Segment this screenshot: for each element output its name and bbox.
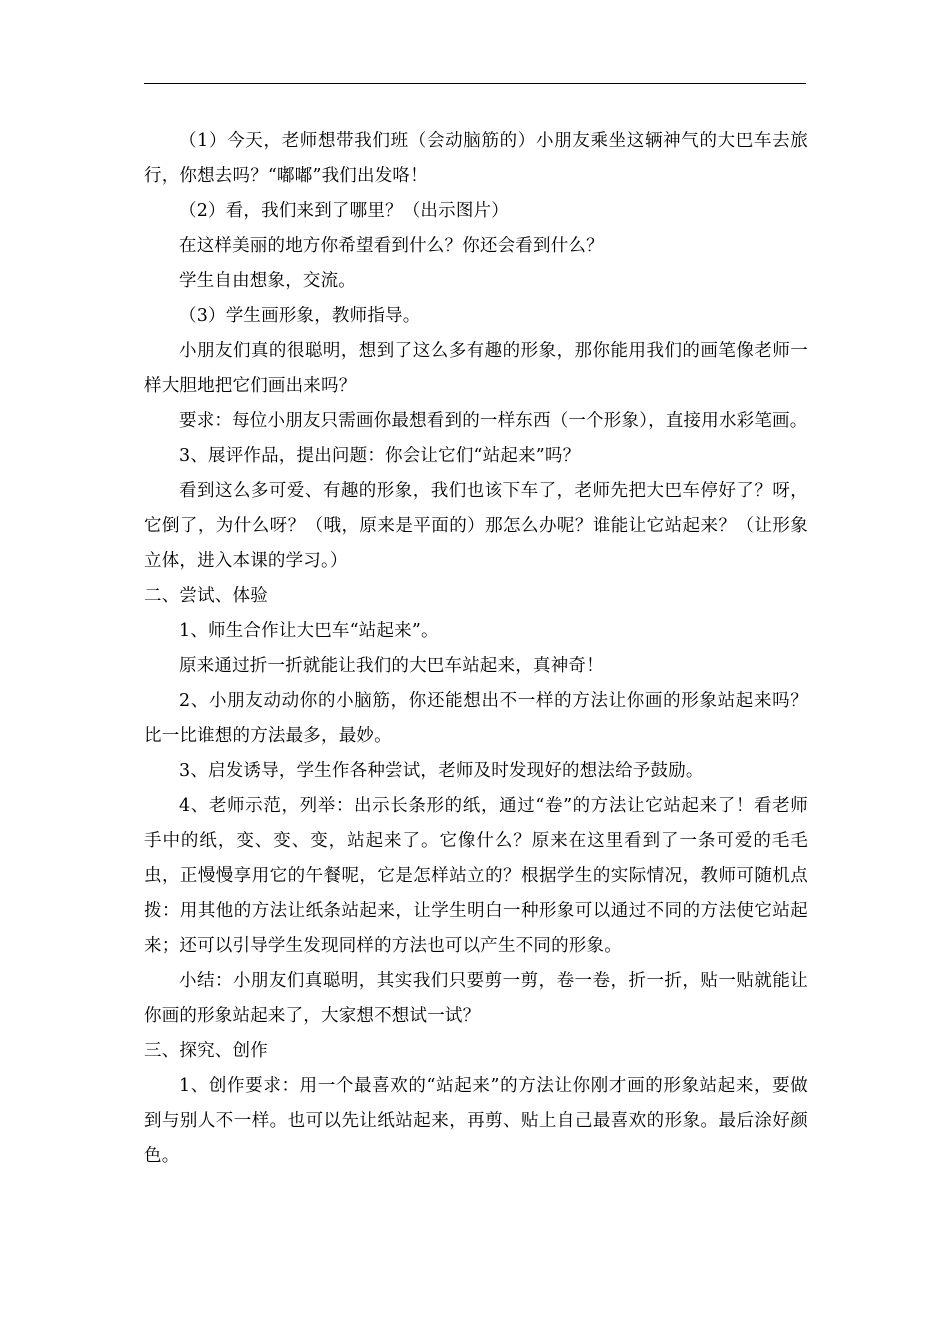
paragraph-9: 看到这么多可爱、有趣的形象，我们也该下车了，老师先把大巴车停好了？呀，它倒了，为什么呀？（哦，原来是平面的）那怎么办呢？谁能让它站起来？（让形象立体，进入本课的学习。） [144, 481, 808, 571]
paragraph-3: 在这样美丽的地方你希望看到什么？你还会看到什么？ [179, 236, 604, 256]
paragraph-7: 要求：每位小朋友只需画你最想看到的一样东西（一个形象），直接用水彩笔画。 [179, 411, 808, 431]
paragraph-16: 小结：小朋友们真聪明，其实我们只要剪一剪，卷一卷，折一折，贴一贴就能让你画的形象站起来了，大家想不想试一试？ [144, 971, 808, 1026]
paragraph-1: （1）今天，老师想带我们班（会动脑筋的）小朋友乘坐这辆神气的大巴车去旅行，你想去吗？“嘟嘟”我们出发咯！ [144, 131, 808, 186]
section-heading-2: 二、尝试、体验 [144, 586, 268, 606]
paragraph-11: 1、师生合作让大巴车“站起来”。 [179, 621, 439, 641]
section-heading-3: 三、探究、创作 [144, 1041, 268, 1061]
paragraph-8: 3、展评作品，提出问题：你会让它们“站起来”吗？ [179, 446, 581, 466]
paragraph-4: 学生自由想象，交流。 [179, 271, 356, 291]
paragraph-6: 小朋友们真的很聪明，想到了这么多有趣的形象，那你能用我们的画笔像老师一样大胆地把它们画出来吗？ [144, 341, 808, 396]
paragraph-18: 1、创作要求：用一个最喜欢的“站起来”的方法让你刚才画的形象站起来，要做到与别人不一样。也可以先让纸站起来，再剪、贴上自己最喜欢的形象。最后涂好颜色。 [144, 1076, 808, 1166]
paragraph-5: （3）学生画形象，教师指导。 [179, 306, 421, 326]
paragraph-12: 原来通过折一折就能让我们的大巴车站起来，真神奇！ [179, 656, 604, 676]
paragraph-2: （2）看，我们来到了哪里？（出示图片） [179, 201, 509, 221]
paragraph-13: 2、小朋友动动你的小脑筋，你还能想出不一样的方法让你画的形象站起来吗？ 比一比谁想的方法最多，最妙。 [144, 691, 808, 746]
header-rule [144, 83, 806, 84]
paragraph-15: 4、老师示范，列举：出示长条形的纸，通过“卷”的方法让它站起来了！看老师手中的纸，变、变、变，站起来了。它像什么？原来在这里看到了一条可爱的毛毛虫，正慢慢享用它的午餐呢，它是怎样站立的？根据学生的实际情况，教师可随机点拨：用其他的方法让纸条站起来，让学生明白一种形象可以通过不同的方法使它站起来；还可以引导学生发现同样的方法也可以产生不同的形象。 [144, 796, 808, 956]
paragraph-14: 3、启发诱导，学生作各种尝试，老师及时发现好的想法给予鼓励。 [179, 761, 704, 781]
document-body [144, 124, 808, 1174]
